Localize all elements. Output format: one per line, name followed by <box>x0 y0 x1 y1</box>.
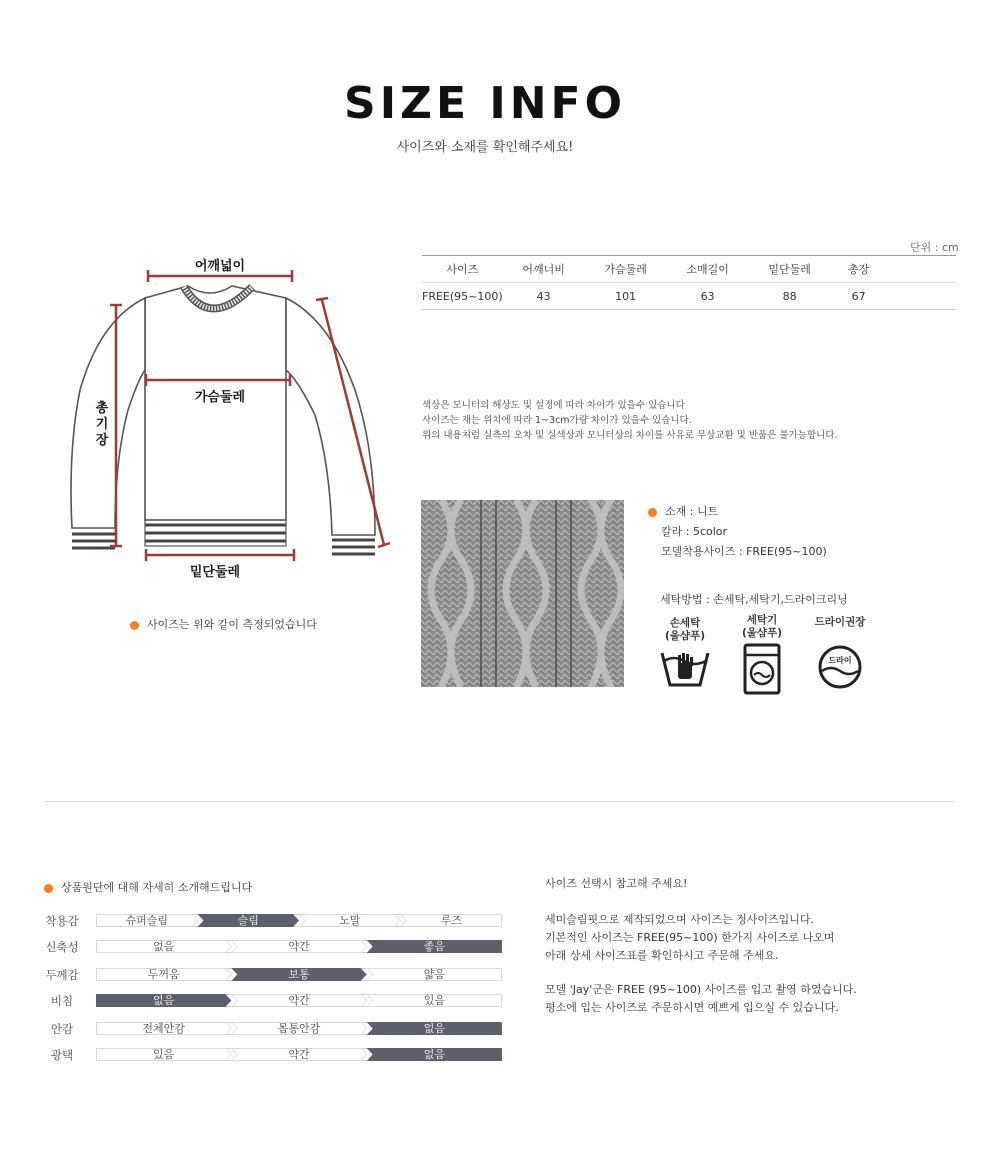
guide-line: 아래 상세 사이즈표를 확인하시고 주문해 주세요. <box>545 949 779 962</box>
care-washing-machine <box>727 614 797 699</box>
detail-row-label: 안감 <box>50 1022 74 1036</box>
detail-scale <box>96 940 502 953</box>
measurement-note-text: 사이즈는 위와 같이 측정되었습니다 <box>147 618 317 631</box>
detail-scale <box>96 968 502 981</box>
notice-item: 위의 내용처럼 실측의 오차 및 실색상과 모니터상의 차이를 사유로 무상교환 및 반품은 불가능합니다. <box>422 430 838 441</box>
scale-option: 있음 <box>153 1048 175 1061</box>
scale-option: 약간 <box>288 940 310 953</box>
scale-option: 몸통안감 <box>277 1022 321 1035</box>
care-label: 세탁기 <box>746 614 778 626</box>
dry-badge-text: 드라이 <box>828 656 852 665</box>
care-label: 드라이권장 <box>814 616 866 628</box>
page-subtitle: 사이즈와 소재를 확인해주세요! <box>396 140 574 155</box>
scale-option: 전체안감 <box>142 1022 185 1035</box>
length-label-1: 총 <box>95 401 109 416</box>
chest-label: 가슴둘레 <box>194 390 246 405</box>
fabric-text: 소재 : 니트 <box>665 505 719 518</box>
detail-title <box>44 879 252 895</box>
washing-machine-icon <box>742 643 782 695</box>
scale-option: 없음 <box>423 1048 445 1061</box>
material-info <box>648 502 827 562</box>
detail-row-label: 광택 <box>50 1048 74 1062</box>
detail-title-text: 상품원단에 대해 자세히 소개해드립니다 <box>61 881 253 894</box>
scale-option: 약간 <box>288 994 310 1007</box>
detail-row-label: 두께감 <box>45 968 79 982</box>
length-label-2: 기 <box>95 417 109 432</box>
detail-row-label: 신축성 <box>45 940 79 954</box>
detail-scale <box>96 994 502 1007</box>
scale-option: 약간 <box>288 1048 310 1061</box>
bullet-icon <box>130 621 139 630</box>
table-cell: 67 <box>851 289 866 303</box>
sweater-diagram <box>60 250 400 590</box>
size-table-header <box>422 256 956 283</box>
scale-option: 노말 <box>339 914 361 927</box>
hem-label: 밑단둘레 <box>189 565 241 580</box>
scale-option: 없음 <box>153 994 175 1007</box>
header-cell: 총장 <box>848 263 870 276</box>
detail-scale <box>96 1022 502 1035</box>
size-table <box>422 255 956 310</box>
dry-clean-icon <box>816 643 864 691</box>
notice-item: 색상은 모니터의 해상도 및 설정에 따라 차이가 있을수 있습니다 <box>422 400 685 411</box>
header-cell: 사이즈 <box>446 263 479 276</box>
guide-line: 세미슬림핏으로 제작되었으며 사이즈는 정사이즈입니다. <box>545 913 815 926</box>
section-divider <box>44 801 955 802</box>
detail-row-label: 비침 <box>50 994 74 1008</box>
guide-line: 평소에 입는 사이즈로 주문하시면 예쁘게 입으실 수 있습니다. <box>545 1001 839 1014</box>
size-guide <box>545 875 965 1017</box>
table-cell: 43 <box>536 289 551 303</box>
measurement-note <box>130 616 317 632</box>
guide-line: 모델 'Jay'군은 FREE (95~100) 사이즈를 입고 촬영 하였습니다. <box>545 983 857 996</box>
scale-option: 두꺼움 <box>147 968 180 981</box>
guide-heading: 사이즈 선택시 참고해 주세요! <box>545 877 688 890</box>
care-label: 손세탁 <box>669 617 701 629</box>
table-cell: FREE(95~100) <box>422 289 503 303</box>
care-hand-wash <box>650 617 720 695</box>
detail-scale <box>96 914 502 927</box>
scale-option: 좋음 <box>423 940 445 953</box>
notice-list <box>422 398 838 443</box>
header-cell: 밑단둘레 <box>768 263 811 276</box>
bullet-icon <box>648 508 657 517</box>
scale-option: 없음 <box>153 940 175 953</box>
scale-option: 보통 <box>288 968 310 981</box>
scale-option: 있음 <box>423 994 445 1007</box>
bullet-icon <box>44 884 53 893</box>
scale-option: 슈퍼슬림 <box>125 914 168 927</box>
notice-item: 사이즈는 재는 위치에 따라 1~3cm가량 차이가 있을수 있습니다. <box>422 415 692 426</box>
table-cell: 101 <box>615 289 637 303</box>
care-sublabel: (울샴푸) <box>664 630 706 642</box>
length-label-3: 장 <box>95 433 109 448</box>
table-cell: 63 <box>700 289 715 303</box>
shoulder-label: 어깨넓이 <box>194 259 246 274</box>
scale-option: 루즈 <box>440 914 462 927</box>
detail-scale <box>96 1048 502 1061</box>
model-size-text: 모델착용사이즈 : FREE(95~100) <box>661 545 827 558</box>
care-dry-clean <box>805 616 875 695</box>
guide-line: 기본적인 사이즈는 FREE(95~100) 한가지 사이즈로 나오며 <box>545 931 835 944</box>
care-sublabel: (울샴푸) <box>741 627 783 639</box>
scale-option: 슬림 <box>237 914 259 927</box>
header-cell: 가슴둘레 <box>604 263 647 276</box>
table-row <box>422 283 956 310</box>
header-cell: 소매길이 <box>686 263 729 276</box>
table-cell: 88 <box>782 289 797 303</box>
scale-option: 얇음 <box>423 968 445 981</box>
detail-row-label: 착용감 <box>45 914 79 928</box>
knit-fabric-image <box>421 500 624 687</box>
color-text: 칼라 : 5color <box>661 525 728 538</box>
header-cell: 어깨너비 <box>522 263 565 276</box>
wash-method-text: 세탁방법 : 손세탁,세탁기,드라이크리닝 <box>660 593 848 606</box>
unit-label: 단위 : cm <box>910 241 959 254</box>
scale-option: 없음 <box>423 1022 445 1035</box>
page-title: SIZE INFO <box>344 78 626 129</box>
hand-wash-icon <box>658 647 712 691</box>
